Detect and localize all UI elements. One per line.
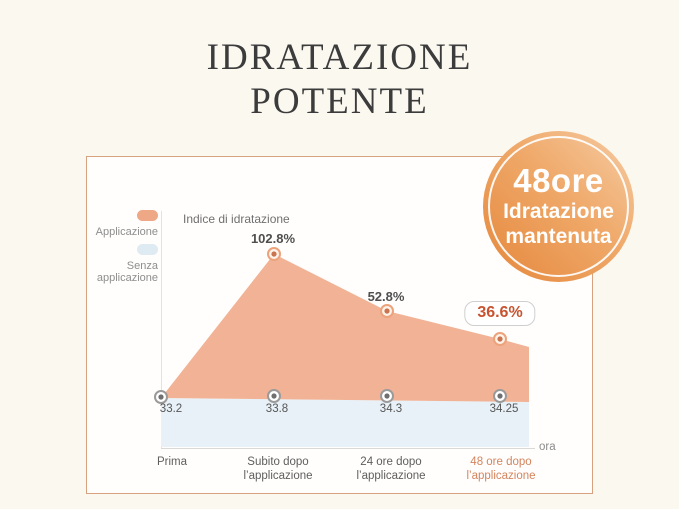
value-label-102: 102.8% (250, 231, 296, 246)
legend-label-senza-line1: Senza (126, 260, 158, 272)
data-point-baseline-24ore (381, 390, 393, 402)
value-label-36-highlight: 36.6% (464, 301, 535, 326)
page-title-line1: IDRATAZIONE (206, 37, 473, 78)
legend-label-senza-line2: applicazione (96, 272, 158, 284)
x-axis-unit-label: ora (539, 441, 556, 453)
data-point-baseline-prima (155, 391, 167, 403)
data-point-baseline-48ore (494, 390, 506, 402)
badge-line3: mantenuta (505, 225, 612, 249)
x-label-24-line1: 24 ore dopo (360, 456, 422, 468)
legend-label-applicazione: Applicazione (95, 226, 158, 238)
application-area (161, 254, 529, 402)
x-label-prima (157, 455, 187, 469)
data-point-peak-102 (268, 248, 280, 260)
data-point-52 (381, 305, 393, 317)
x-label-24-line2: l’applicazione (356, 470, 426, 482)
value-label-52: 52.8% (367, 289, 405, 304)
baseline-label-34-3: 34.3 (379, 403, 403, 415)
x-label-subito-line2: l’applicazione (243, 470, 313, 482)
x-label-subito-dopo (243, 455, 312, 483)
page-title (0, 36, 679, 125)
data-point-baseline-subito (268, 390, 280, 402)
baseline-label-33-8: 33.8 (265, 403, 289, 415)
baseline-label-34-25: 34.25 (489, 403, 519, 415)
x-label-24-ore (356, 455, 425, 483)
data-point-36 (494, 333, 506, 345)
48h-hydration-badge (483, 131, 634, 282)
page-title-line2: POTENTE (250, 81, 429, 123)
badge-line2: Idratazione (503, 199, 614, 223)
x-label-48-ore (466, 455, 535, 483)
chart-title: Indice di idratazione (183, 212, 290, 226)
x-label-subito-line1: Subito dopo (247, 456, 309, 468)
baseline-label-33-2: 33.2 (159, 403, 183, 415)
x-label-prima-line1: Prima (156, 456, 188, 468)
x-label-48-line1: 48 ore dopo (470, 456, 532, 468)
no-application-area (161, 398, 529, 447)
badge-line1: 48ore (513, 162, 604, 200)
x-label-48-line2: l’applicazione (466, 470, 536, 482)
